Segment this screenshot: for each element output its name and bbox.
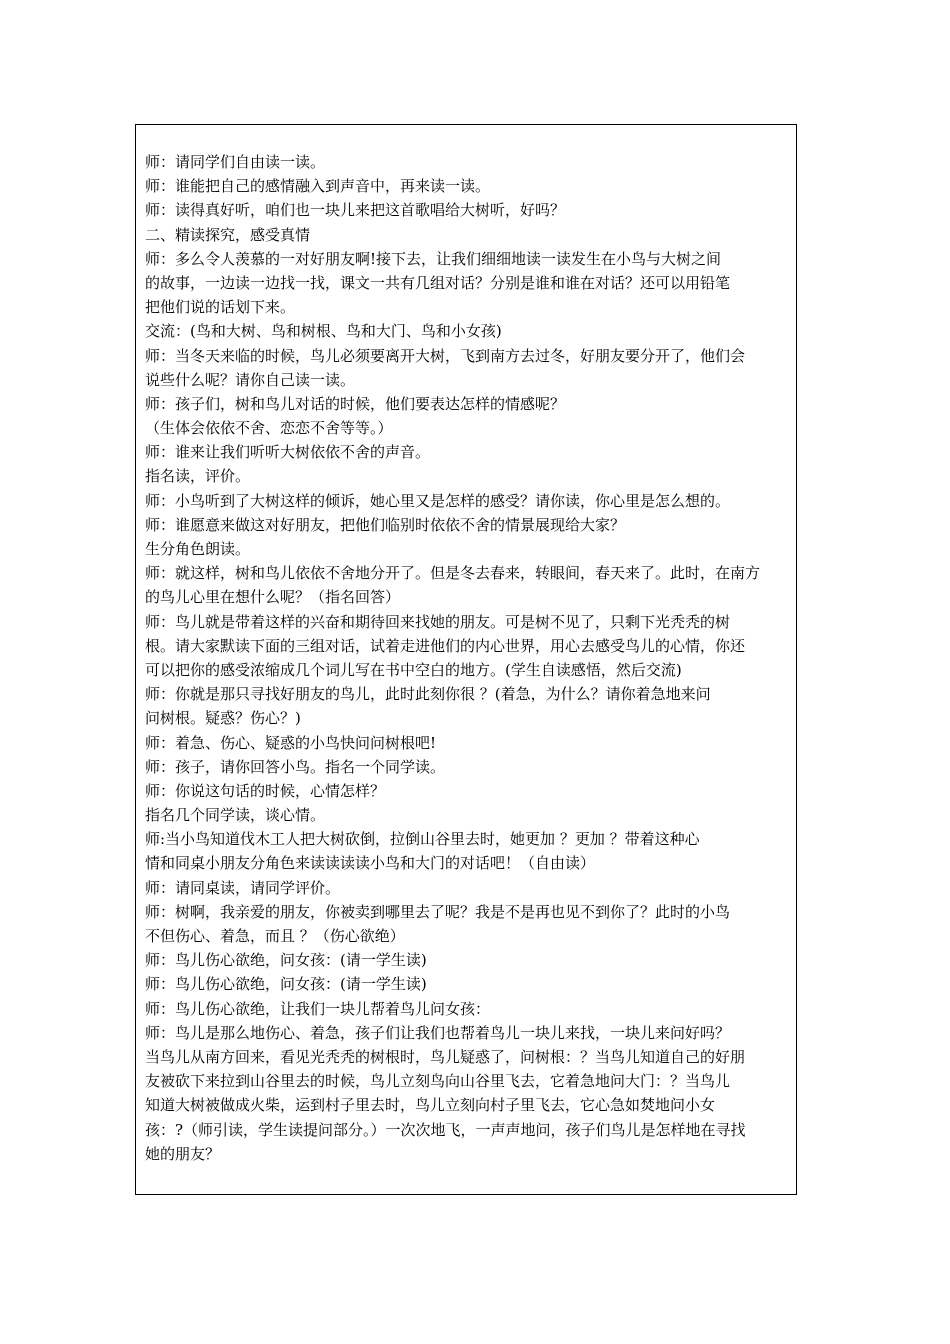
text-line: 知道大树被做成火柴，运到村子里去时，鸟儿立刻向村子里飞去，它心急如焚地问小女 bbox=[145, 1096, 716, 1115]
text-line: 二、精读探究，感受真情 bbox=[145, 225, 311, 244]
document-body bbox=[145, 150, 793, 1166]
text-line: 师：鸟儿伤心欲绝，问女孩：(请一学生读) bbox=[145, 951, 427, 970]
text-line: 的故事，一边读一边找一找，课文一共有几组对话？分别是谁和谁在对话？还可以用铅笔 bbox=[145, 273, 731, 292]
text-line: 师：谁愿意来做这对好朋友，把他们临别时依依不舍的情景展现给大家？ bbox=[145, 515, 626, 534]
text-line: （生体会依依不舍、恋恋不舍等等。） bbox=[145, 419, 393, 438]
text-line: 师：当冬天来临的时候，鸟儿必须要离开大树，飞到南方去过冬，好朋友要分开了，他们会 bbox=[145, 346, 746, 365]
text-line: 师：请同桌读，请同学评价。 bbox=[145, 878, 341, 897]
text-line: 师：树啊，我亲爱的朋友，你被卖到哪里去了呢？我是不是再也见不到你了？此时的小鸟 bbox=[145, 902, 731, 921]
text-line: 根。请大家默读下面的三组对话，试着走进他们的内心世界，用心去感受鸟儿的心情，你还 bbox=[145, 636, 746, 655]
text-line: 师：鸟儿就是带着这样的兴奋和期待回来找她的朋友。可是树不见了，只剩下光秃秃的树 bbox=[145, 612, 731, 631]
text-line: 指名读，评价。 bbox=[145, 467, 251, 486]
text-line: 师：谁能把自己的感情融入到声音中，再来读一读。 bbox=[145, 177, 491, 196]
text-line: 师：孩子们，树和鸟儿对话的时候，他们要表达怎样的情感呢？ bbox=[145, 394, 566, 413]
text-line: 可以把你的感受浓缩成几个词儿写在书中空白的地方。(学生自读感悟，然后交流) bbox=[145, 660, 682, 679]
document-frame bbox=[135, 124, 797, 1195]
text-line: 生分角色朗读。 bbox=[145, 540, 251, 558]
text-line: 师：小鸟听到了大树这样的倾诉，她心里又是怎样的感受？请你读，你心里是怎么想的。 bbox=[145, 491, 731, 510]
text-line: 友被砍下来拉到山谷里去的时候，鸟儿立刻鸟向山谷里飞去，它着急地问大门：？当鸟儿 bbox=[145, 1072, 731, 1091]
text-line: 师：鸟儿伤心欲绝，让我们一块儿帮着鸟儿问女孩： bbox=[145, 999, 491, 1018]
text-line: 她的朋友？ bbox=[145, 1144, 221, 1163]
text-line: 师：请同学们自由读一读。 bbox=[145, 153, 326, 171]
text-line: 交流：(鸟和大树、鸟和树根、鸟和大门、鸟和小女孩) bbox=[145, 322, 502, 341]
text-line: 孩：?（师引读，学生读提问部分。）一次次地飞，一声声地问，孩子们鸟儿是怎样地在寻找 bbox=[145, 1120, 746, 1139]
text-line: 师:当小鸟知道伐木工人把大树砍倒，拉倒山谷里去时，她更加 ？更加 ？带着这种心 bbox=[145, 830, 700, 849]
text-line: 师：谁来让我们听听大树依依不舍的声音。 bbox=[145, 443, 431, 462]
text-line: 把他们说的话划下来。 bbox=[145, 298, 296, 317]
text-line: 指名几个同学读，谈心情。 bbox=[145, 806, 326, 825]
text-line: 师：鸟儿是那么地伤心、着急，孩子们让我们也帮着鸟儿一块儿来找，一块儿来问好吗？ bbox=[145, 1023, 731, 1042]
text-line: 师：就这样，树和鸟儿依依不舍地分开了。但是冬去春来，转眼间，春天来了。此时，在南方 bbox=[145, 564, 761, 583]
text-line: 当鸟儿从南方回来，看见光秃秃的树根时，鸟儿疑惑了，问树根：？当鸟儿知道自己的好朋 bbox=[145, 1047, 746, 1066]
text-line: 师：多么令人羡慕的一对好朋友啊!接下去，让我们细细地读一读发生在小鸟与大树之间 bbox=[145, 249, 722, 268]
text-line: 问树根。疑惑？伤心？) bbox=[145, 709, 301, 728]
text-line: 说些什么呢？请你自己读一读。 bbox=[145, 370, 356, 389]
text-line: 师：孩子，请你回答小鸟。指名一个同学读。 bbox=[145, 757, 446, 776]
text-line: 师：你就是那只寻找好朋友的鸟儿，此时此刻你很 ？(着急，为什么？请你着急地来问 bbox=[145, 685, 711, 704]
text-line: 不但伤心、着急，而且 ？（伤心欲绝） bbox=[145, 927, 405, 945]
text-line: 师：着急、伤心、疑惑的小鸟快问问树根吧! bbox=[145, 733, 437, 752]
text-line: 情和同桌小朋友分角色来读读读读小鸟和大门的对话吧！（自由读） bbox=[145, 854, 596, 873]
text-line: 的鸟儿心里在想什么呢？（指名回答） bbox=[145, 588, 401, 607]
text-line: 师：你说这句话的时候，心情怎样？ bbox=[145, 781, 386, 800]
text-line: 师：读得真好听，咱们也一块儿来把这首歌唱给大树听，好吗？ bbox=[145, 201, 566, 220]
text-line: 师：鸟儿伤心欲绝，问女孩：(请一学生读) bbox=[145, 975, 427, 994]
